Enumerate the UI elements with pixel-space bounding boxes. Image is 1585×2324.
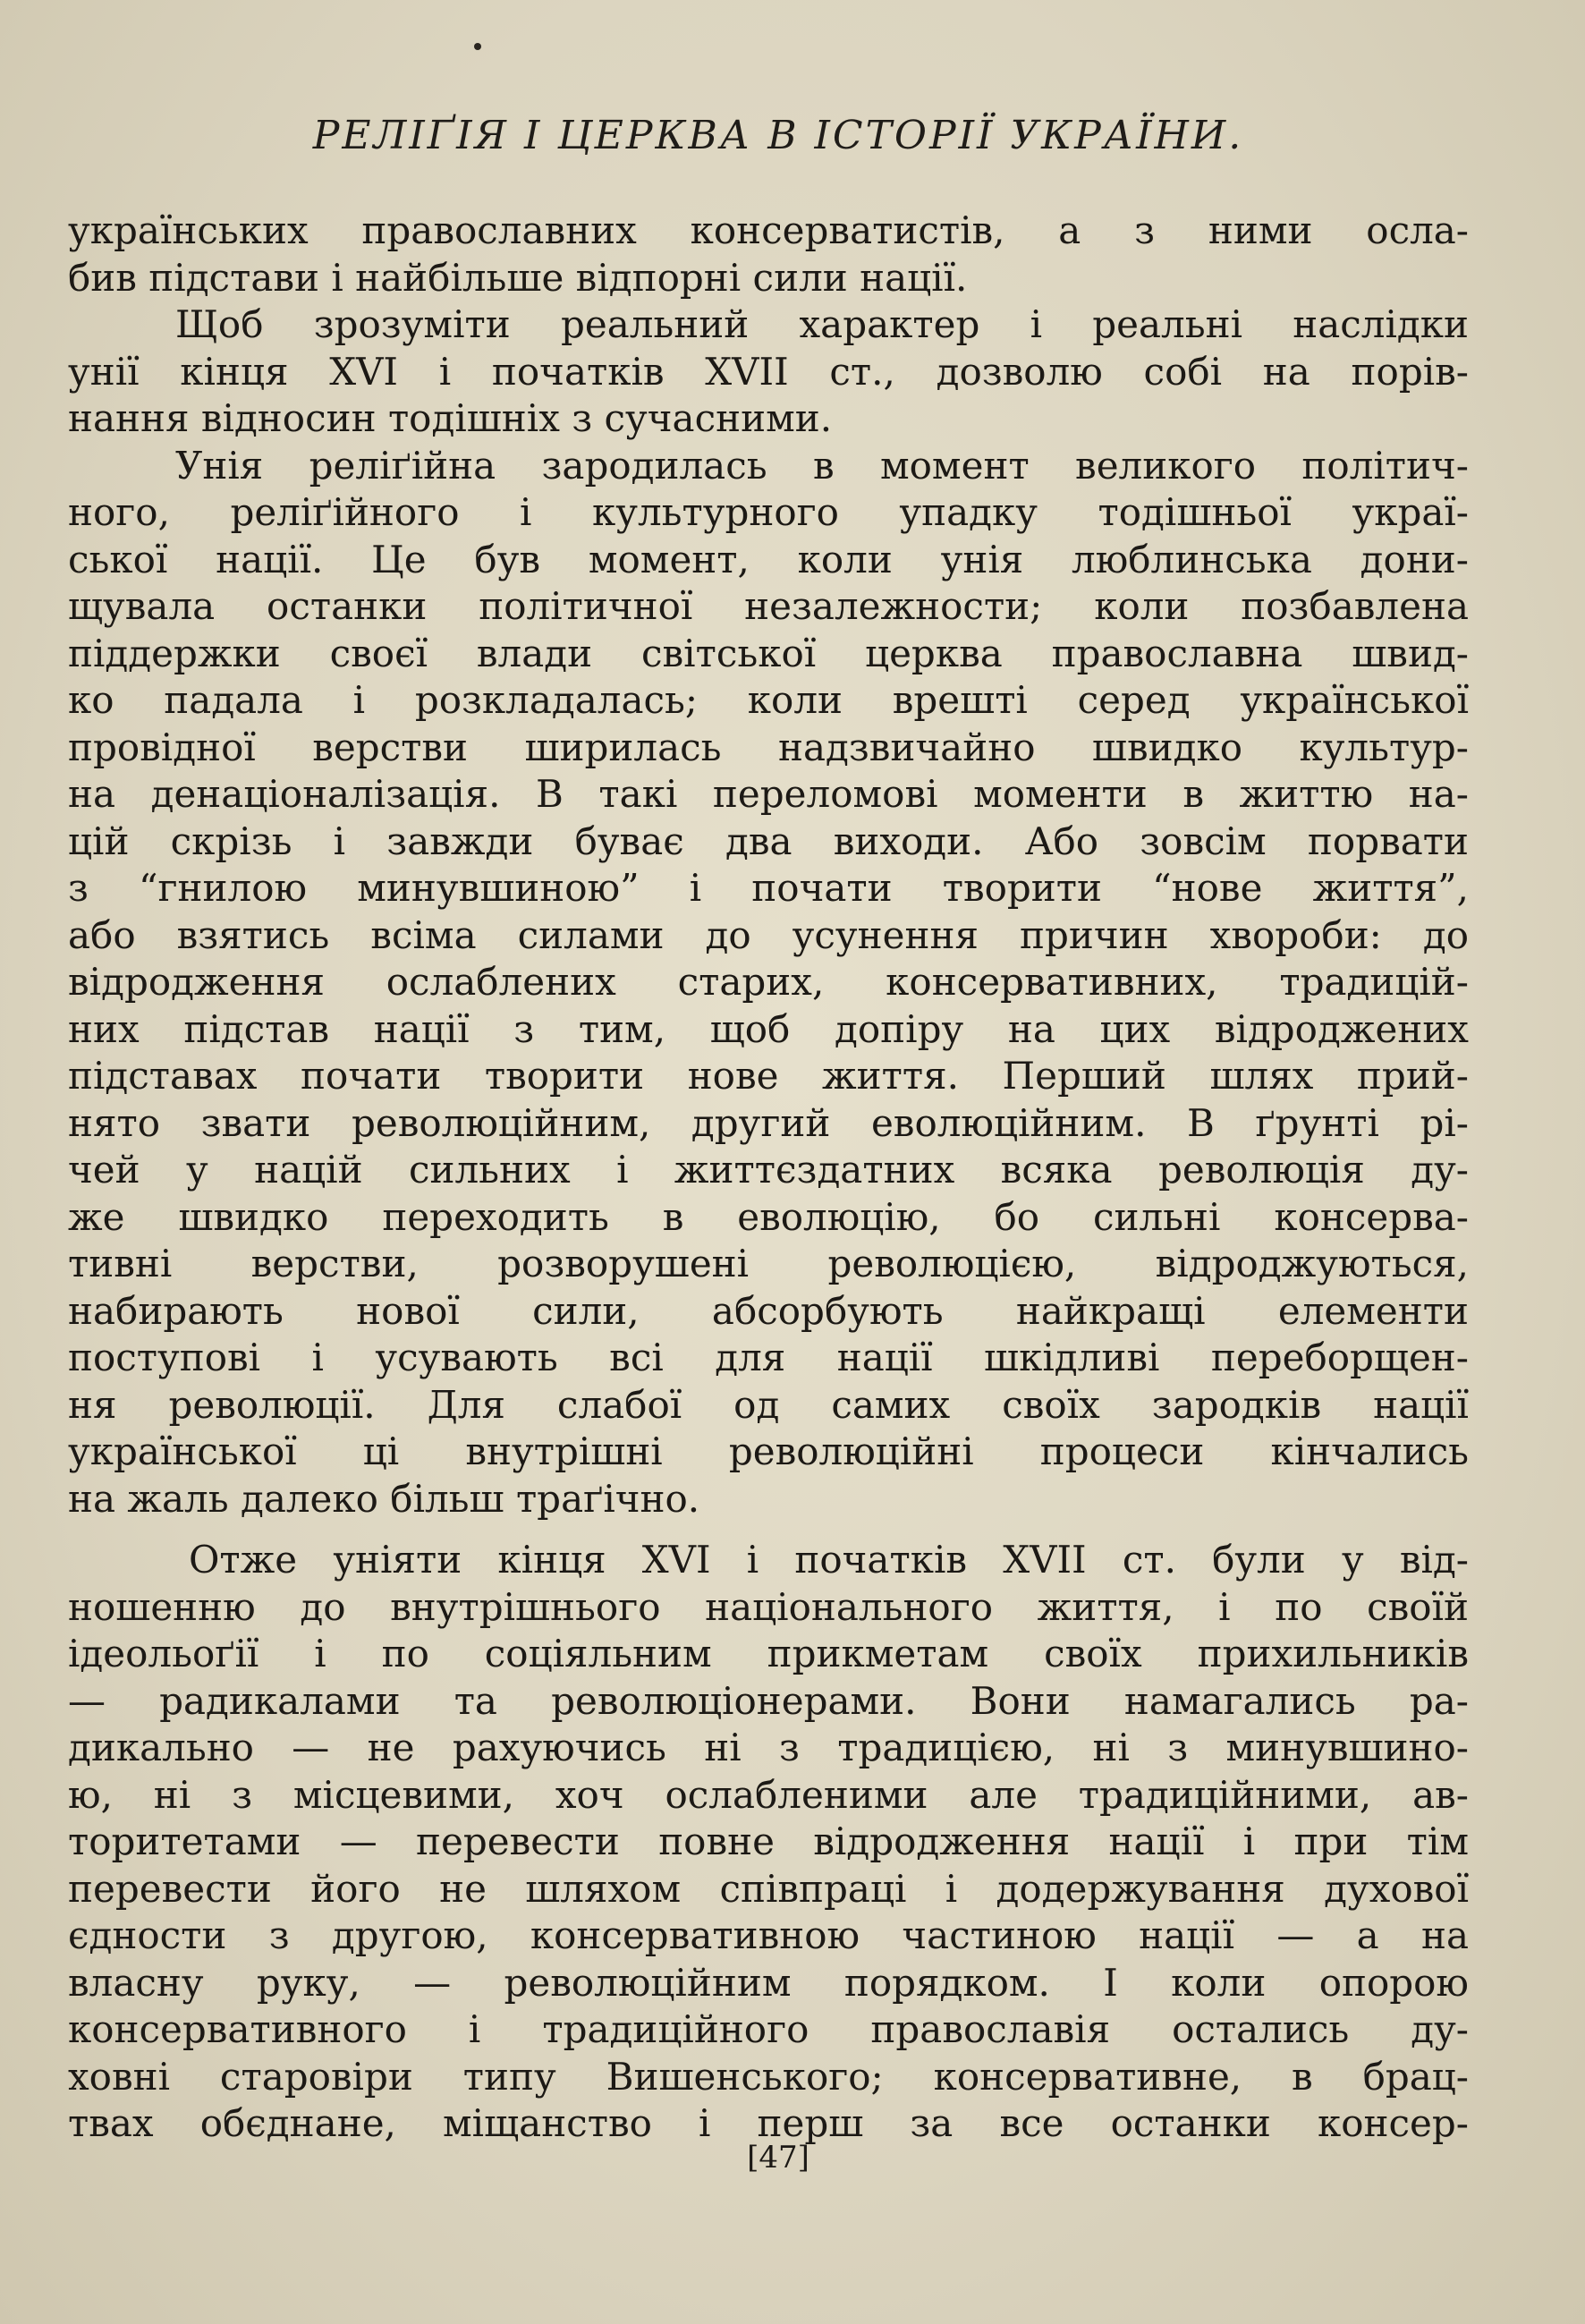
text-line: з “гнилою минувшиною” і почати творити “нове життя”, xyxy=(68,866,1469,910)
text-line: бив підстави і найбільше відпорні сили нації. xyxy=(68,255,968,300)
text-line: ідеольоґії і по соціяльним прикметам своїх прихильників xyxy=(68,1632,1469,1675)
paragraph-gap xyxy=(68,1522,1469,1537)
text-line: або взятись всіма силами до усунення причин хвороби: до xyxy=(68,912,1469,957)
text-line: же швидко переходить в еволюцію, бо сильні консерва- xyxy=(68,1194,1469,1239)
text-line: Отже уніяти кінця XVI і початків XVII ст. були у від- xyxy=(189,1538,1469,1582)
text-line: на денаціоналізація. В такі переломові моменти в життю на- xyxy=(68,772,1469,816)
text-line: нято звати революційним, другий еволюційним. В ґрунті рі- xyxy=(68,1100,1469,1145)
text-line: щувала останки політичної незалежности; коли позбавлена xyxy=(68,584,1469,628)
text-line: торитетами — перевести повне відродження нації і при тім xyxy=(68,1819,1469,1863)
text-line: української ці внутрішні революційні процеси кінчались xyxy=(68,1429,1469,1473)
text-line: перевести його не шляхом співпраці і додержування духової xyxy=(68,1866,1469,1911)
text-line: набирають нової сили, абсорбують найкращі елементи xyxy=(68,1288,1469,1333)
text-line: ношенню до внутрішнього національного життя, і по своїй xyxy=(68,1584,1469,1629)
text-line: ховні старовіри типу Вишенського; консервативне, в брац- xyxy=(68,2054,1469,2099)
text-line: цій скрізь і завжди буває два виходи. Або зовсім порвати xyxy=(68,818,1469,863)
text-line: провідної верстви ширилась надзвичайно швидко культур- xyxy=(68,725,1469,769)
text-line: консервативного і традиційного православія остались ду- xyxy=(68,2007,1469,2051)
text-line: ко падала і розкладалась; коли врешті серед української xyxy=(68,678,1469,722)
text-line: Унія реліґійна зародилась в момент великого політич- xyxy=(175,443,1469,488)
text-line: дикально — не рахуючись ні з традицією, ні з минувшино- xyxy=(68,1726,1469,1769)
text-line: тивні верстви, розворушені революцією, відроджуються, xyxy=(68,1242,1469,1285)
text-line: ської нації. Це був момент, коли унія люблинська дони- xyxy=(68,537,1469,581)
text-line: на жаль далеко більш траґічно. xyxy=(68,1476,700,1521)
text-line: них підстав нації з тим, щоб допіру на цих відроджених xyxy=(68,1006,1469,1051)
text-line: піддержки своєї влади світської церква православна швид- xyxy=(68,631,1469,675)
text-line: чей у націй сильних і життєздатних всяка революція ду- xyxy=(68,1148,1469,1192)
text-line: українських православних консерватистів, а з ними осла- xyxy=(68,208,1469,252)
text-line: унії кінця XVI і початків XVII ст., дозволю собі на порів- xyxy=(68,349,1469,394)
text-line: — радикалами та революціонерами. Вони намагались ра- xyxy=(68,1678,1469,1723)
text-line: твах обєднане, міщанство і перш за все останки консер- xyxy=(68,2101,1469,2145)
running-head: РЕЛІҐІЯ І ЦЕРКВА В ІСТОРІЇ УКРАЇНИ. xyxy=(312,113,1244,158)
text-line: Щоб зрозуміти реальний характер і реальні наслідки xyxy=(175,302,1469,346)
text-line: відродження ослаблених старих, консервативних, традицій- xyxy=(68,960,1469,1004)
text-line: ного, реліґійного і культурного упадку тодішньої украї- xyxy=(68,490,1469,534)
page-number: [47] xyxy=(747,2140,809,2176)
text-line: ня революції. Для слабої од самих своїх зародків нації xyxy=(68,1382,1469,1427)
ink-speck xyxy=(474,43,481,50)
text-line: нання відносин тодішніх з сучасними. xyxy=(68,396,833,440)
body-text xyxy=(68,208,1469,2148)
text-line: підставах почати творити нове життя. Перший шлях прий- xyxy=(68,1054,1469,1098)
text-line: власну руку, — революційним порядком. І коли опорою xyxy=(68,1960,1469,2005)
text-line: поступові і усувають всі для нації шкідливі переборщен- xyxy=(68,1336,1469,1379)
text-line: єдности з другою, консервативною частиною нації — а на xyxy=(68,1913,1469,1957)
text-line: ю, ні з місцевими, хоч ослабленими але традиційними, ав- xyxy=(68,1772,1469,1817)
